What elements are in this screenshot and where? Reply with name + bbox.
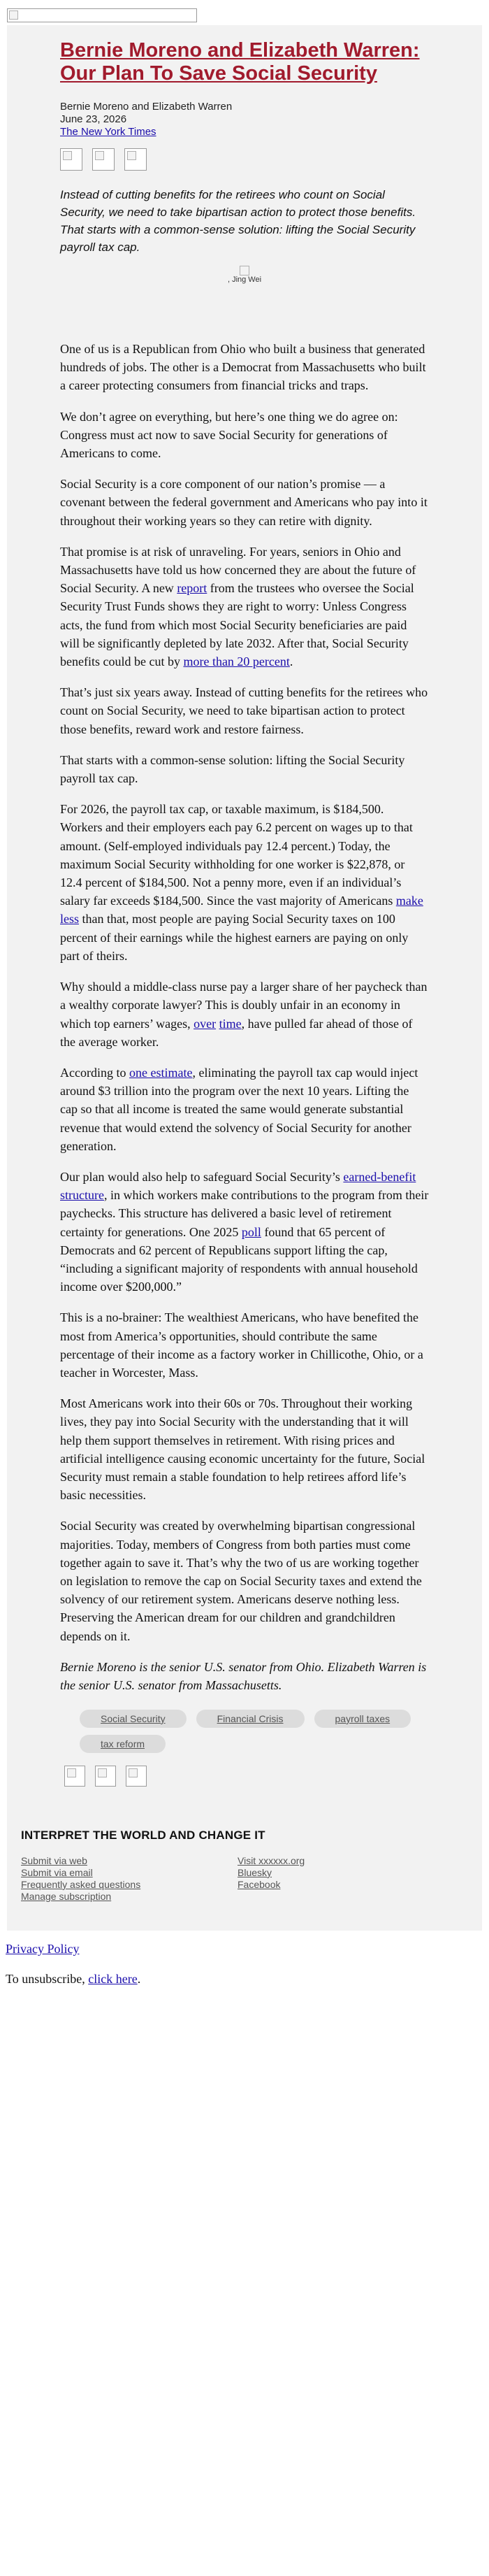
- banner-image[interactable]: [7, 8, 197, 22]
- newsletter-footer: [21, 1829, 468, 1903]
- article-meta: [60, 101, 429, 138]
- broken-image-icon: [127, 151, 136, 160]
- broken-image-icon: [9, 10, 18, 20]
- tag-financial-crisis[interactable]: Financial Crisis: [196, 1710, 305, 1728]
- paragraph: [60, 978, 429, 1051]
- paragraph: One of us is a Republican from Ohio who built a business that generated hundreds of jobs. The other is a Democrat from Massachusetts who built a career protecting consumers from financial tricks and traps.: [60, 342, 426, 393]
- text: Why should a middle-class nurse pay a larger share of her paycheck than a wealthy corporate lawyer? This is doubly unfair in an economy in which top earners’ wages,: [60, 980, 428, 1031]
- article-headline-link[interactable]: Bernie Moreno and Elizabeth Warren: Our Plan To Save Social Security: [60, 39, 420, 85]
- faq-link[interactable]: Frequently asked questions: [21, 1878, 141, 1890]
- paragraph: Most Americans work into their 60s or 70s. Throughout their working lives, they pay into Social Security with the understanding that it will help them support themselves in retirement. With rising prices and artificial intelligence causing economic uncertainty for the future, Social Security must remain a stable foundation to help retirees afford life’s basic necessities.: [60, 1396, 425, 1503]
- tag-social-security[interactable]: Social Security: [80, 1710, 187, 1728]
- social-button-3[interactable]: [126, 1766, 147, 1787]
- social-buttons: [60, 1766, 429, 1787]
- paragraph: This is a no-brainer: The wealthiest Americans, who have benefited the most from America’s opportunities, should contribute the same percentage of their income as a factory worker in Chillicothe, Ohio, or a teacher in Worcester, Mass.: [60, 1310, 423, 1380]
- text: from the trustees who oversee the Social Security Trust Funds shows they are right to worry: Unless Congress acts, the fund from which most Social Security beneficiaries are paid will be significantly depleted by late 2032. After that, Social Security benefits could be cut by: [60, 581, 414, 669]
- text: found that 65 percent of Democrats and 62 percent of Republicans support lifting the cap, “including a significant majority of respondents with annual household income over $200,000.”: [60, 1224, 418, 1294]
- submit-via-web-link[interactable]: Submit via web: [21, 1854, 87, 1866]
- unsubscribe-text: To unsubscribe,: [6, 1971, 89, 1986]
- unsubscribe-suffix: .: [137, 1971, 141, 1986]
- unsubscribe-paragraph: [6, 1972, 483, 1987]
- paragraph: That’s just six years away. Instead of cutting benefits for the retirees who count on Social Security, we need to take bipartisan action to protect those benefits, reward work and restore fairness.: [60, 685, 428, 736]
- text: For 2026, the payroll tax cap, or taxable maximum, is $184,500. Workers and their employers each pay 6.2 percent on wages up to that amount. (Self-employed individuals pay 12.4 percent.) Today, the maximum Social Security withholding for one worker is $22,878, or 12.4 percent of $184,500. Not a penny more, even if an individual’s salary far exceeds $184,500. Since the vast majority of Americans: [60, 802, 413, 908]
- text: , have pulled far ahead of those of the average worker.: [60, 1016, 413, 1049]
- broken-image-icon: [240, 266, 249, 276]
- text: Our plan would also help to safeguard Social Security’s: [60, 1169, 344, 1184]
- manage-subscription-link[interactable]: Manage subscription: [21, 1890, 112, 1902]
- paragraph: Social Security was created by overwhelming bipartisan congressional majorities. Today, members of Congress from both parties must come together again to save it. That’s why the two of us are working together on legislation to remove the cap on Social Security taxes and extend the solvency of our retirement system. Americans deserve nothing less. Preserving the American dream for our children and grandchildren depends on it.: [60, 1519, 422, 1643]
- one-estimate-link[interactable]: one estimate: [129, 1065, 193, 1080]
- photo-credit: , Jing Wei: [227, 276, 262, 284]
- text: than that, most people are paying Social Security taxes on 100 percent of their earnings while the highest earners are paying on only part of theirs.: [60, 912, 409, 963]
- share-buttons: [60, 148, 429, 171]
- article-body: [60, 340, 429, 1645]
- earned-benefit-structure-link[interactable]: earned-benefit structure: [60, 1169, 416, 1203]
- article-photo: [60, 266, 429, 284]
- byline: Bernie Moreno and Elizabeth Warren: [60, 101, 233, 113]
- over-link[interactable]: over: [194, 1016, 217, 1031]
- broken-image-icon: [67, 1768, 76, 1777]
- article-lede: Instead of cutting benefits for the retirees who count on Social Security, we need to take bipartisan action to protect those benefits. That starts with a common-sense solution: lifting the Social Security payroll tax cap.: [60, 188, 416, 254]
- article: [60, 39, 429, 1787]
- footer-columns: [21, 1855, 468, 1903]
- paragraph: [60, 1168, 429, 1296]
- social-button-1[interactable]: [64, 1766, 85, 1787]
- paragraph: [60, 1064, 429, 1155]
- paragraph: [60, 543, 429, 671]
- top-banner: [0, 0, 489, 25]
- time-link[interactable]: time: [219, 1016, 242, 1031]
- broken-image-icon: [63, 151, 72, 160]
- tag-payroll-taxes[interactable]: payroll taxes: [314, 1710, 411, 1728]
- broken-image-icon: [95, 151, 104, 160]
- publish-date: June 23, 2026: [60, 113, 127, 125]
- publication-link[interactable]: The New York Times: [60, 126, 156, 138]
- visit-site-link[interactable]: Visit xxxxxx.org: [238, 1854, 305, 1866]
- paragraph: That starts with a common-sense solution: lifting the Social Security payroll tax cap.: [60, 752, 405, 786]
- tag-list: [60, 1710, 429, 1753]
- poll-link[interactable]: poll: [241, 1224, 261, 1239]
- tag-tax-reform[interactable]: tax reform: [80, 1735, 166, 1753]
- author-bio: Bernie Moreno is the senior U.S. senator from Ohio. Elizabeth Warren is the senior U.S. senator from Massachusetts.: [60, 1659, 427, 1692]
- share-button-2[interactable]: [92, 148, 115, 171]
- text: That promise is at risk of unraveling. For years, seniors in Ohio and Massachusetts have told us how concerned they are about the future of Social Security. A new: [60, 544, 416, 596]
- broken-image-icon: [129, 1768, 138, 1777]
- share-button-1[interactable]: [60, 148, 82, 171]
- social-button-2[interactable]: [95, 1766, 116, 1787]
- footer-title: INTERPRET THE WORLD AND CHANGE IT: [21, 1828, 265, 1842]
- bluesky-link[interactable]: Bluesky: [238, 1866, 272, 1878]
- paragraph: Social Security is a core component of our nation’s promise — a covenant between the federal government and Americans who pay into it throughout their working years so they can retire with dignity.: [60, 477, 428, 528]
- legal-footer: [0, 1931, 489, 2008]
- text: , in which workers make contributions to the program from their paychecks. This structure has delivered a basic level of retirement certainty for generations. One 2025: [60, 1188, 429, 1239]
- paragraph: [60, 800, 429, 965]
- unsubscribe-link[interactable]: click here: [88, 1971, 138, 1986]
- text: According to: [60, 1065, 129, 1080]
- paragraph: We don’t agree on everything, but here’s one thing we do agree on: Congress must act now to save Social Security for generations of Americans to come.: [60, 409, 398, 461]
- make-less-link[interactable]: make less: [60, 894, 423, 926]
- submit-via-email-link[interactable]: Submit via email: [21, 1866, 93, 1878]
- email-content: [7, 25, 482, 1931]
- facebook-link[interactable]: Facebook: [238, 1878, 281, 1890]
- share-button-3[interactable]: [124, 148, 147, 171]
- text: .: [289, 654, 293, 669]
- privacy-policy-link[interactable]: Privacy Policy: [6, 1941, 80, 1956]
- text: , eliminating the payroll tax cap would inject around $3 trillion into the program over the next 10 years. Lifting the cap so that all income is treated the same would generate substantial revenue that would extend the solvency of Social Security for another generation.: [60, 1065, 418, 1153]
- broken-image-icon: [98, 1768, 107, 1777]
- report-link[interactable]: report: [177, 581, 207, 596]
- footer-right-column: [238, 1855, 454, 1903]
- more-than-20-percent-link[interactable]: more than 20 percent: [183, 654, 290, 669]
- footer-left-column: [21, 1855, 238, 1903]
- privacy-paragraph: [6, 1942, 483, 1956]
